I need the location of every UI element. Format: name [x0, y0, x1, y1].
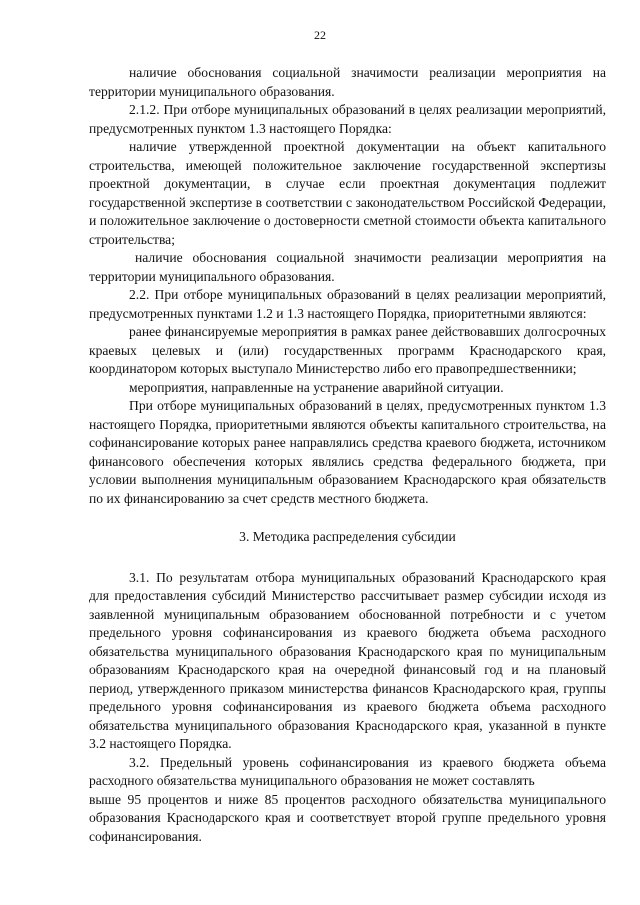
paragraph-social-significance-2: наличие обоснования социальной значимости реализации мероприятия на территории муниципального образования. [89, 250, 606, 284]
paragraph-2-1-2: 2.1.2. При отборе муниципальных образований в целях реализации мероприятий, предусмотренных пунктом 1.3 настоящего Порядка: [89, 102, 606, 136]
paragraph-2-2: 2.2. При отборе муниципальных образований в целях реализации мероприятий, предусмотренных пунктами 1.2 и 1.3 настоящего Порядка, приоритетными являются: [89, 287, 606, 321]
paragraph-emergency: мероприятия, направленные на устранение аварийной ситуации. [129, 379, 504, 395]
document-body [89, 64, 606, 846]
page-number: 22 [314, 28, 326, 42]
paragraph-previously-financed: ранее финансируемые мероприятия в рамках ранее действовавших долгосрочных краевых целевых и (или) государственных программ Краснодарского края, координатором которых выступало Министерство либо его правопредшественники; [89, 324, 606, 376]
paragraph-project-documentation: наличие утвержденной проектной документации на объект капитального строительства, имеющей положительное заключение государственной экспертизы проектной документации, в случае если проектная документация подлежит государственной экспертизе в соответствии с законодательством Российской Федерации, и положительное заключение о достоверности сметной стоимости объекта капитального строительства; [89, 139, 606, 247]
paragraph-3-2: 3.2. Предельный уровень софинансирования из краевого бюджета объема расходного обязательства муниципального образования не может составлять [89, 754, 606, 788]
paragraph-social-significance-1: наличие обоснования социальной значимости реализации мероприятия на территории муниципального образования. [89, 65, 606, 99]
paragraph-3-2-continued: выше 95 процентов и ниже 85 процентов расходного обязательства муниципального образования Краснодарского края и соответствует второй группе предельного уровня софинансирования. [89, 791, 606, 844]
section-heading: 3. Методика распределения субсидии [239, 529, 456, 544]
paragraph-3-1: 3.1. По результатам отбора муниципальных образований Краснодарского края для предоставления субсидий Министерство рассчитывает размер субсидии исходя из заявленной муниципальным образованием обоснованной потребности и с учетом предельного уровня софинансирования из краевого бюджета объема расходного обязательства муниципального образования Краснодарского края по муниципальным образованиям Краснодарского края на очередной финансовый год и на плановый период, утвержденного приказом министерства финансов Краснодарского края, группы предельного уровня софинансирования из краевого бюджета объема расходного обязательства муниципального образования Краснодарского края, указанной в пункте 3.2 настоящего Порядка. [89, 569, 606, 751]
paragraph-priority-objects: При отборе муниципальных образований в целях, предусмотренных пунктом 1.3 настоящего Порядка, приоритетными являются объекты капитального строительства, на софинансирование которых ранее направлялись средства краевого бюджета, источником финансового обеспечения которых являлись средства федерального бюджета, при условии выполнения муниципальным образованием Краснодарского края обязательств по их финансированию за счет средств местного бюджета. [89, 398, 606, 506]
